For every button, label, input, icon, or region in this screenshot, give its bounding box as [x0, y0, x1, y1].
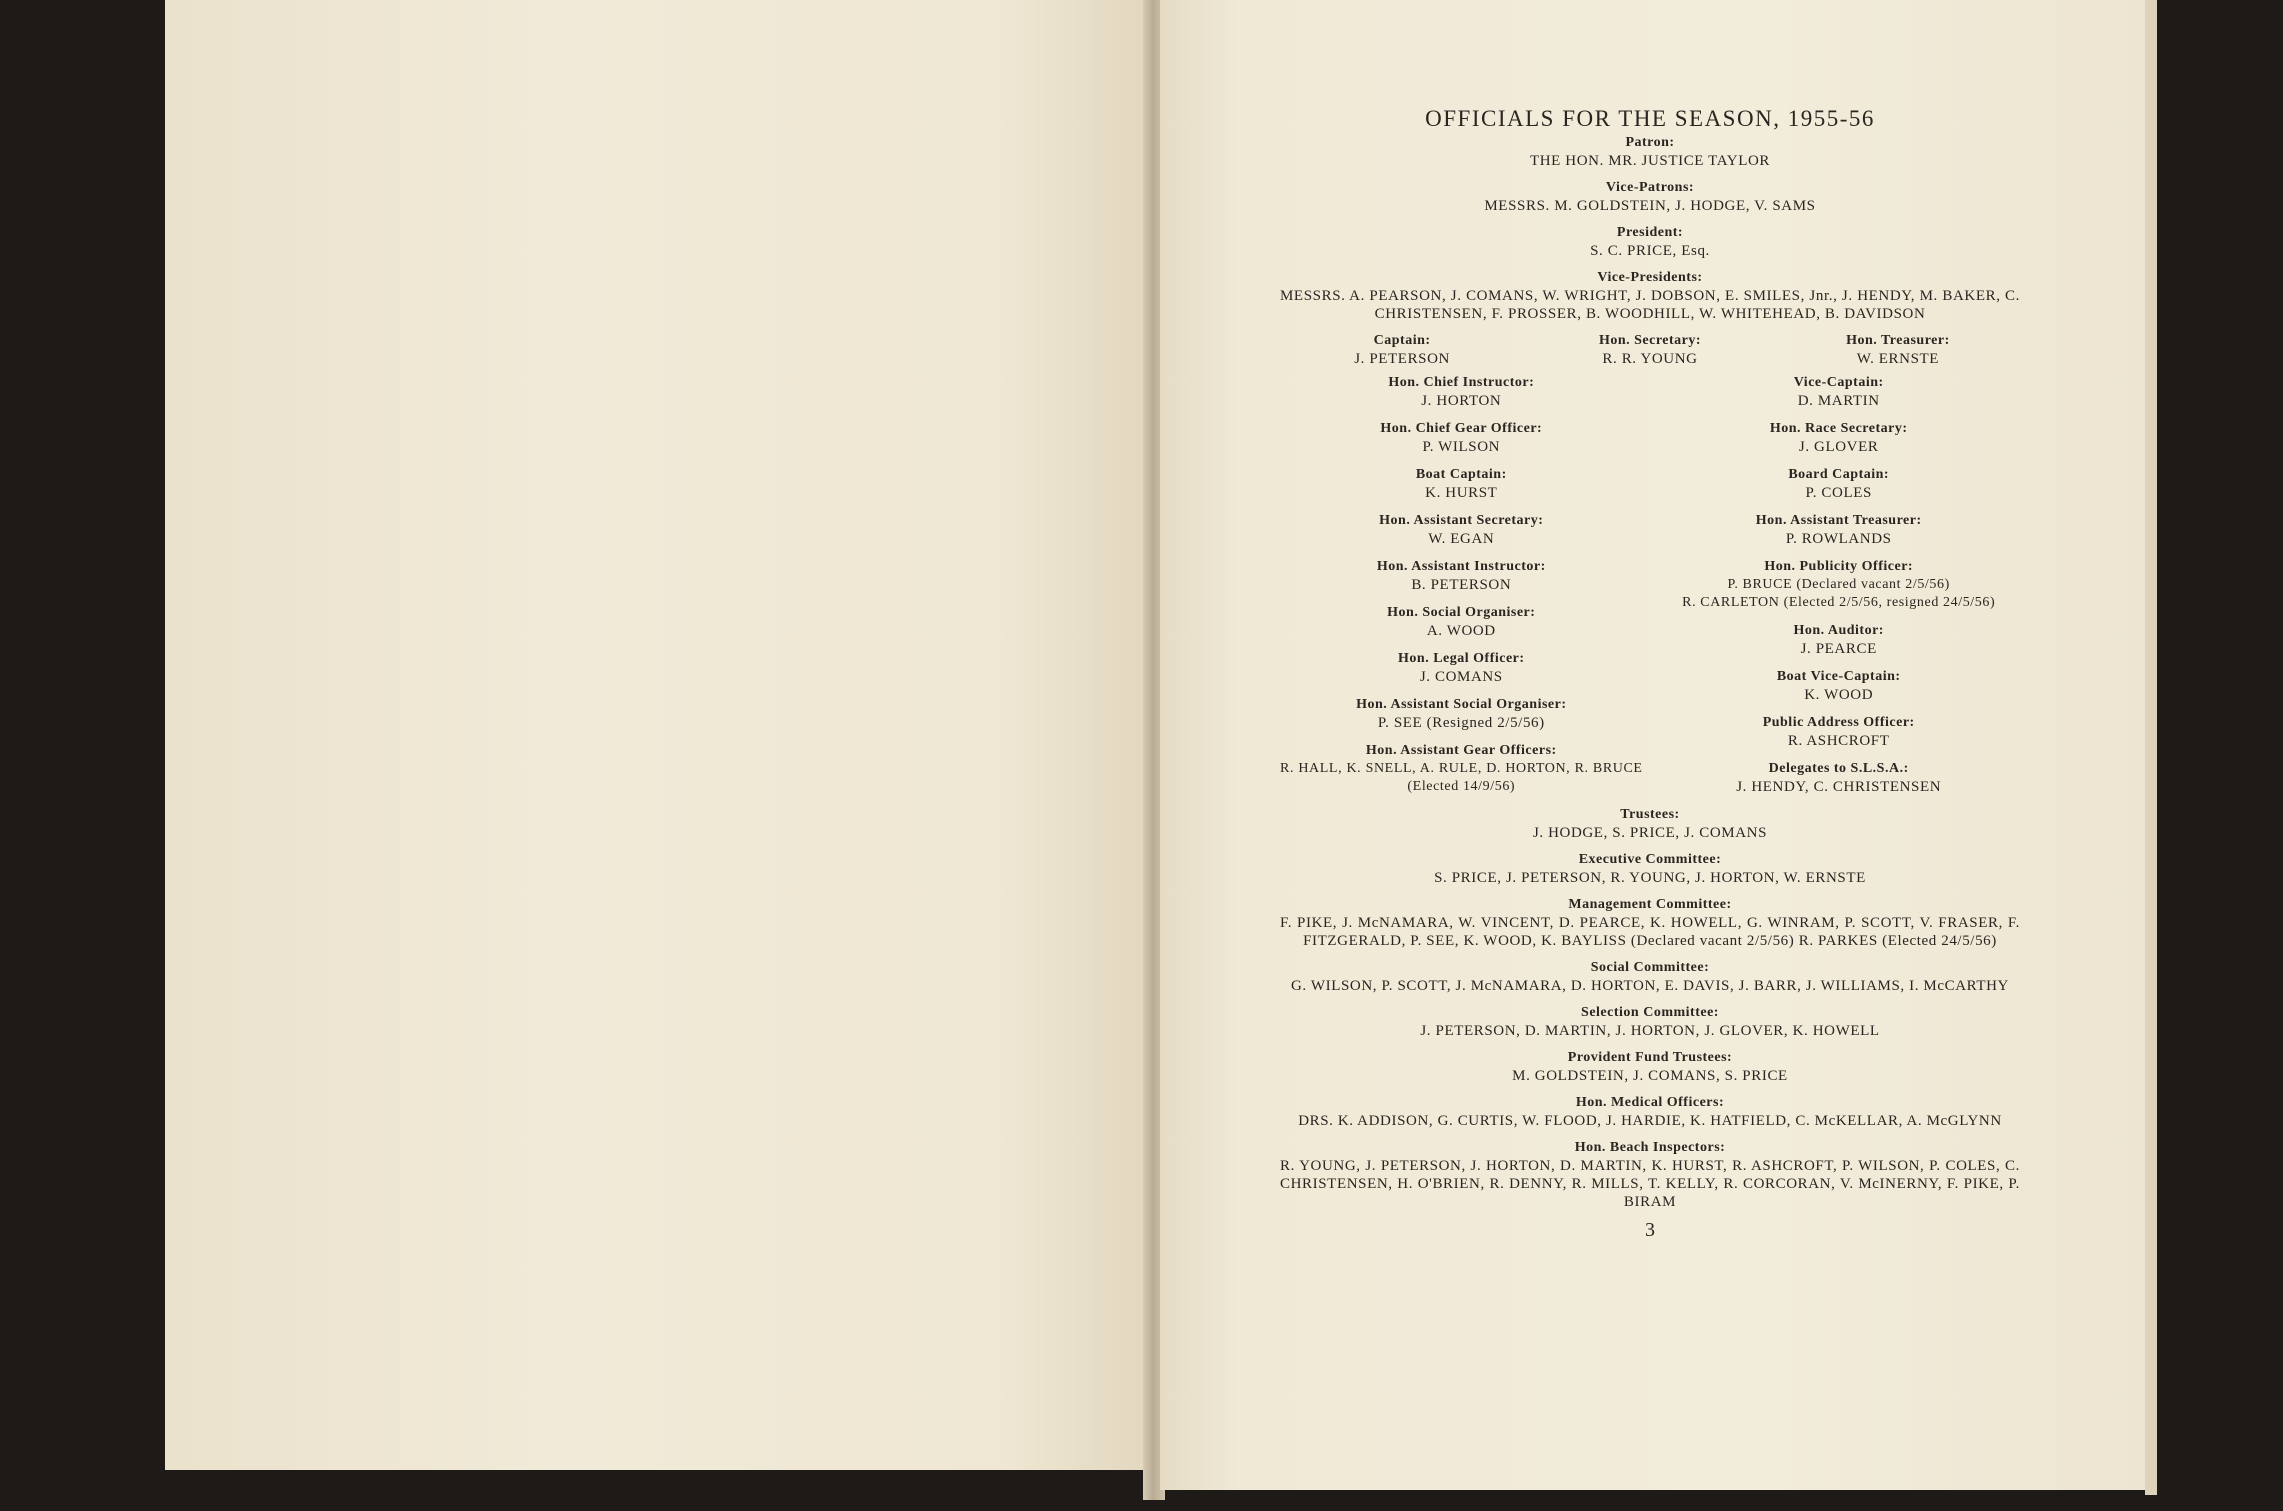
left-officers-column — [1280, 374, 1643, 806]
officer-value: J. HENDY, C. CHRISTENSEN — [1736, 779, 1942, 795]
committee-label: Hon. Beach Inspectors: — [1574, 1140, 1726, 1155]
officer-entry — [1657, 714, 2020, 750]
officer-entry — [1280, 742, 1643, 796]
patron-block — [1280, 134, 2020, 170]
officials-list — [1280, 106, 2020, 1241]
officer-value: K. HURST — [1425, 485, 1498, 501]
officer-label: Boat Captain: — [1415, 467, 1507, 482]
officers-columns — [1280, 374, 2020, 806]
officer-value: R. HALL, K. SNELL, A. RULE, D. HORTON, R. BRUCE (Elected 14/9/56) — [1280, 761, 1643, 794]
treasurer-value: W. ERNSTE — [1856, 351, 1940, 367]
officer-entry — [1657, 466, 2020, 502]
officer-label: Hon. Legal Officer: — [1398, 651, 1525, 666]
treasurer-block — [1776, 332, 2020, 368]
officer-label: Hon. Assistant Secretary: — [1379, 513, 1544, 528]
captain-label: Captain: — [1373, 333, 1431, 348]
officer-entry — [1280, 374, 1643, 410]
officer-entry — [1657, 668, 2020, 704]
committee-label: Provident Fund Trustees: — [1567, 1050, 1733, 1065]
officer-label: Boat Vice-Captain: — [1776, 669, 1901, 684]
officer-entry — [1657, 420, 2020, 456]
vice-presidents-block — [1280, 269, 2020, 323]
committee-label: Selection Committee: — [1581, 1005, 1719, 1020]
committee-block — [1280, 806, 2020, 842]
officer-value: J. HORTON — [1421, 393, 1502, 409]
officer-label: Hon. Assistant Gear Officers: — [1365, 743, 1557, 758]
principal-officers-row — [1280, 332, 2020, 368]
committee-block — [1280, 1139, 2020, 1211]
officer-value: P. COLES — [1805, 485, 1872, 501]
treasurer-label: Hon. Treasurer: — [1846, 333, 1950, 348]
officer-value: A. WOOD — [1426, 623, 1496, 639]
committee-label: Social Committee: — [1590, 960, 1710, 975]
officer-label: Hon. Social Organiser: — [1387, 605, 1536, 620]
officer-entry — [1657, 622, 2020, 658]
committee-value: J. HODGE, S. PRICE, J. COMANS — [1532, 825, 1768, 841]
officer-label: Public Address Officer: — [1762, 715, 1915, 730]
officer-value: B. PETERSON — [1411, 577, 1512, 593]
officer-label: Hon. Assistant Instructor: — [1376, 559, 1546, 574]
committee-value: M. GOLDSTEIN, J. COMANS, S. PRICE — [1512, 1068, 1788, 1084]
committee-block — [1280, 896, 2020, 950]
officer-value: P. WILSON — [1422, 439, 1501, 455]
officer-value: J. COMANS — [1419, 669, 1503, 685]
committee-label: Executive Committee: — [1578, 852, 1722, 867]
officer-label: Board Captain: — [1788, 467, 1890, 482]
officer-value: J. PEARCE — [1800, 641, 1877, 657]
officer-value: J. GLOVER — [1798, 439, 1879, 455]
vice-presidents-value: MESSRS. A. PEARSON, J. COMANS, W. WRIGHT, J. DOBSON, E. SMILES, Jnr., J. HENDY, M. BAKER, C. CHRISTENSEN, F. PROSSER, B. WOODHILL, W. WHITEHEAD, B. DAVIDSON — [1280, 288, 2020, 322]
secretary-block — [1528, 332, 1772, 368]
committee-label: Hon. Medical Officers: — [1575, 1095, 1725, 1110]
captain-block — [1280, 332, 1524, 368]
vice-presidents-label: Vice-Presidents: — [1597, 270, 1703, 285]
officer-entry — [1280, 604, 1643, 640]
officer-value: P. ROWLANDS — [1785, 531, 1892, 547]
secretary-label: Hon. Secretary: — [1598, 333, 1702, 348]
committee-value: F. PIKE, J. McNAMARA, W. VINCENT, D. PEARCE, K. HOWELL, G. WINRAM, P. SCOTT, V. FRASER, F. FITZGERALD, P. SEE, K. WOOD, K. BAYLISS (Declared vacant 2/5/56) R. PARKES (Elected 24/5/56) — [1280, 915, 2020, 949]
committee-block — [1280, 959, 2020, 995]
secretary-value: R. R. YOUNG — [1602, 351, 1698, 367]
page-edge — [2145, 0, 2157, 1495]
president-block — [1280, 224, 2020, 260]
committee-value: J. PETERSON, D. MARTIN, J. HORTON, J. GLOVER, K. HOWELL — [1420, 1023, 1880, 1039]
president-value: S. C. PRICE, Esq. — [1590, 243, 1710, 259]
officer-entry — [1657, 760, 2020, 796]
officer-value: P. SEE (Resigned 2/5/56) — [1377, 715, 1545, 731]
officer-entry — [1657, 558, 2020, 612]
committee-value: R. YOUNG, J. PETERSON, J. HORTON, D. MARTIN, K. HURST, R. ASHCROFT, P. WILSON, P. COLES, C. CHRISTENSEN, H. O'BRIEN, R. DENNY, R. MILLS, T. KELLY, R. CORCORAN, V. McINERNY, F. PIKE, P. BIRAM — [1280, 1158, 2020, 1210]
committee-value: G. WILSON, P. SCOTT, J. McNAMARA, D. HORTON, E. DAVIS, J. BARR, J. WILLIAMS, I. McCARTHY — [1291, 978, 2009, 994]
officer-entry — [1280, 650, 1643, 686]
officer-label: Hon. Chief Instructor: — [1388, 375, 1535, 390]
right-officers-column — [1657, 374, 2020, 806]
officer-label: Vice-Captain: — [1793, 375, 1884, 390]
committee-block — [1280, 1094, 2020, 1130]
committee-value: S. PRICE, J. PETERSON, R. YOUNG, J. HORTON, W. ERNSTE — [1434, 870, 1866, 886]
page-title: OFFICIALS FOR THE SEASON, 1955-56 — [1425, 106, 1875, 131]
president-label: President: — [1616, 225, 1684, 240]
vice-patrons-block — [1280, 179, 2020, 215]
officer-entry — [1280, 696, 1643, 732]
officer-entry — [1280, 558, 1643, 594]
officer-label: Hon. Auditor: — [1793, 623, 1884, 638]
officer-value: D. MARTIN — [1797, 393, 1880, 409]
committee-block — [1280, 851, 2020, 887]
vice-patrons-label: Vice-Patrons: — [1605, 180, 1695, 195]
officer-entry — [1657, 512, 2020, 548]
officer-label: Hon. Chief Gear Officer: — [1380, 421, 1543, 436]
officer-entry — [1657, 374, 2020, 410]
committee-value: DRS. K. ADDISON, G. CURTIS, W. FLOOD, J. HARDIE, K. HATFIELD, C. McKELLAR, A. McGLYNN — [1298, 1113, 2002, 1129]
officer-value-secondary: R. CARLETON (Elected 2/5/56, resigned 24/5/56) — [1682, 595, 1996, 610]
captain-value: J. PETERSON — [1354, 351, 1450, 367]
committee-block — [1280, 1004, 2020, 1040]
officer-label: Hon. Race Secretary: — [1769, 421, 1908, 436]
officer-entry — [1280, 466, 1643, 502]
committee-block — [1280, 1049, 2020, 1085]
officer-value: W. EGAN — [1428, 531, 1495, 547]
officer-entry — [1280, 420, 1643, 456]
officer-label: Hon. Assistant Social Organiser: — [1356, 697, 1567, 712]
officer-label: Hon. Publicity Officer: — [1764, 559, 1914, 574]
officer-entry — [1280, 512, 1643, 548]
page-number: 3 — [1645, 1219, 1655, 1241]
officer-value: P. BRUCE (Declared vacant 2/5/56) — [1727, 577, 1950, 592]
patron-label: Patron: — [1625, 135, 1675, 150]
committee-label: Trustees: — [1620, 807, 1680, 822]
left-page-blank — [165, 0, 1150, 1470]
officer-value: R. ASHCROFT — [1787, 733, 1890, 749]
patron-value: THE HON. MR. JUSTICE TAYLOR — [1529, 153, 1770, 169]
officer-label: Delegates to S.L.S.A.: — [1768, 761, 1909, 776]
officer-label: Hon. Assistant Treasurer: — [1755, 513, 1922, 528]
officer-value: K. WOOD — [1804, 687, 1874, 703]
committee-label: Management Committee: — [1568, 897, 1732, 912]
vice-patrons-value: MESSRS. M. GOLDSTEIN, J. HODGE, V. SAMS — [1484, 198, 1816, 214]
